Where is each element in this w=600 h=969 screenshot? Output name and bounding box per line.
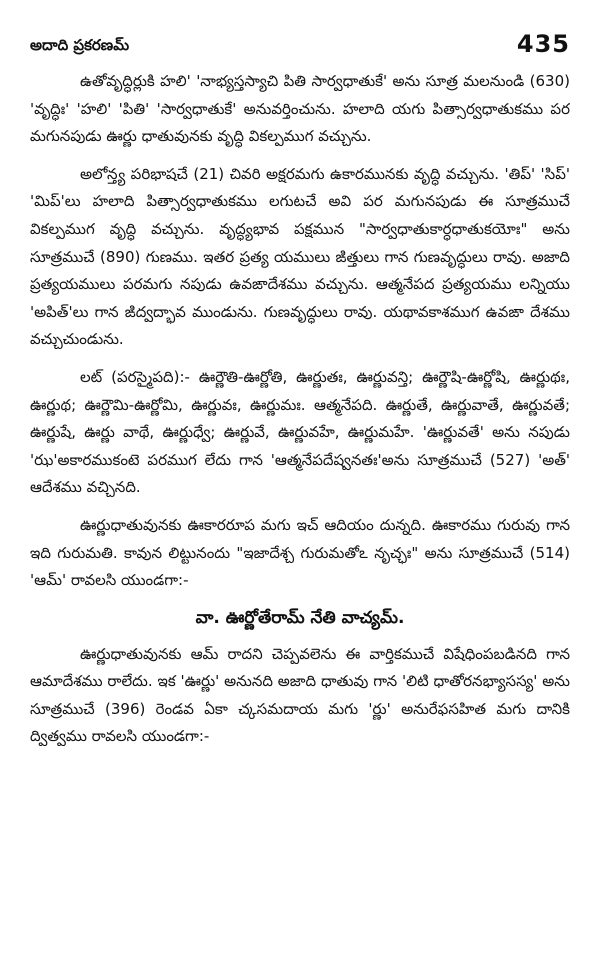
paragraph-sutra-explanation: ఉతోవృద్ధిర్లుకి హలి' 'నాభ్యస్తస్యాచి పితి సార్వధాతుకే' అను సూత్ర మలనుండి (630) 'వృద్ధిః' 'హలి' 'పితి' 'సార్వధాతుకే' అనువర్తించును. హలాది యగు పిత్సార్వధాతుకము పర మగునపుడు ఊర్ణు ధాతువునకు వృద్ధి వికల్పముగ వచ్చును. [30,72,575,146]
paragraph-am-prohibition: ఊర్ణుధాతువునకు ఆమ్ రాదని చెప్పవలెను ఈ వార్తికముచే విషేధింపబడినది గాన ఆమాదేశము రాలేదు. ఇక 'ఊర్ణు' అనునది అజాది ధాతువు గాన 'లిటి ధాతోరనభ్యాసస్య' అను సూత్రముచే (396) రెండవ ఏకా చ్కసమదాయ మగు 'ర్ణు' అనురేఫసహిత మగు దానికి ద్విత్వము రావలసి యుండగా:- [30,644,575,746]
paragraph-gurumati: ఊర్ణుధాతువునకు ఊకారరూప మగు ఇచ్ ఆదియం దున్నది. ఊకారము గురువు గాన ఇది గురుమతి. కావున లిట్టునందు "ఇజాదేశ్చ గురుమతోఽ నృచ్ఛః" అను సూత్రముచే (514) 'ఆమ్' రావలసి యుండగా:- [30,515,575,590]
paragraph-lat-forms: లట్ (పరస్మైపది):- ఊర్ణౌతి-ఊర్ణోతి, ఊర్ణుతః, ఊర్ణువన్తి; ఊర్ణౌషి-ఊర్ణోషి, ఊర్ణుథః, ఊర్ణుథ; ఊర్ణౌమి-ఊర్ణోమి, ఊర్ణువః, ఊర్ణుమః. ఆత్మనేపది. ఊర్ణుతే, ఊర్ణువాతే, ఊర్ణువతే; ఊర్ణుషే, ఊర్ణు వాథే, ఊర్ణుధ్వే; ఊర్ణువే, ఊర్ణువహే, ఊర్ణుమహే. 'ఊర్ణువతే' అను నపుడు 'ఝ'అకారముకంటె పరముగ లేదు గాన 'ఆత్మనేపదేష్వనతః'అను సూత్రముచే (527) 'అత్' ఆదేశము వచ్చినది. [30,367,575,497]
paragraph-vriddhi-rule: అలోన్త్య పరిభాషచే (21) చివరి అక్షరమగు ఉకారమునకు వృద్ధి వచ్చును. 'తిప్' 'సిప్' 'మిప్'లు హలాది పిత్సార్వధాతుకము లగుటచే అవి పర మగునపుడు ఈ సూత్రముచే వికల్పముగ వృద్ధి వచ్చును. వృద్ధ్యభావ పక్షమున "సార్వధాతుకార్ధధాతుకయోః" అను సూత్రముచే (890) గుణము. ఇతర ప్రత్య యములు ఙిత్తులు గాన గుణవృద్ధులు రావు. అజాది ప్రత్యయములు పరమగు నపుడు ఉవఙాదేశము వచ్చును. ఆత్మనేపద ప్రత్యయము లన్నియు 'అపిత్'లు గాన ఙిద్వద్భావ ముండును. గుణవృద్ధులు రావు. యథావకాశముగ ఉవఙా దేశము వచ్చుచుండును. [30,164,575,349]
page-number: 435 [516,30,570,58]
page-header [30,18,570,58]
vartika-heading: వా. ఊర్ణోతేరామ్ నేతి వాచ్యమ్. [195,607,405,628]
running-head: అదాది ప్రకరణమ్ [30,36,130,54]
